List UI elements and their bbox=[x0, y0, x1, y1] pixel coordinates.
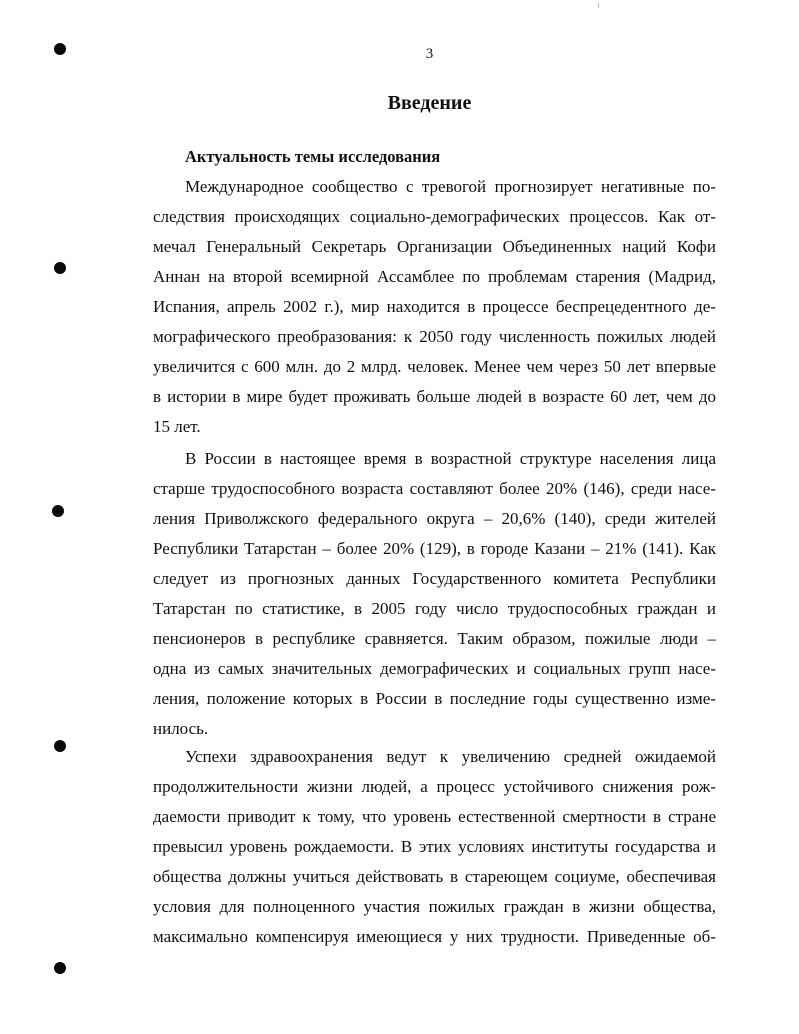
paragraph-line: Татарстан по статистике, в 2005 году число трудоспособных граждан и bbox=[153, 599, 716, 618]
paragraph-line: Республики Татарстан – более 20% (129), в городе Казани – 21% (141). Как bbox=[153, 539, 716, 558]
scan-mark bbox=[598, 3, 599, 8]
paragraph-line: 15 лет. bbox=[153, 417, 201, 436]
paragraph-line: одна из самых значительных демографических и социальных групп насе- bbox=[153, 659, 716, 678]
paragraph-line: пенсионеров в республике сравняется. Таким образом, пожилые люди – bbox=[153, 629, 716, 648]
paragraph-2 bbox=[153, 444, 716, 744]
punch-hole-4 bbox=[54, 740, 66, 752]
punch-hole-5 bbox=[54, 962, 66, 974]
paragraph-line: Испания, апрель 2002 г.), мир находится в процессе беспрецедентного де- bbox=[153, 297, 716, 316]
punch-hole-2 bbox=[54, 262, 66, 274]
paragraph-line: увеличится с 600 млн. до 2 млрд. человек. Менее чем через 50 лет впервые bbox=[153, 357, 716, 376]
paragraph-line: Международное сообщество с тревогой прогнозирует негативные по- bbox=[185, 177, 716, 196]
paragraph-line: нилось. bbox=[153, 719, 209, 738]
page-number: 3 bbox=[425, 46, 434, 62]
paragraph-3 bbox=[153, 742, 716, 952]
paragraph-line: ления, положение которых в России в последние годы существенно изме- bbox=[153, 689, 716, 708]
paragraph-line: ления Приволжского федерального округа – 20,6% (140), среди жителей bbox=[153, 509, 716, 528]
page-title: Введение bbox=[387, 92, 472, 114]
paragraph-line: мографического преобразования: к 2050 году численность пожилых людей bbox=[153, 327, 716, 346]
paragraph-line: даемости приводит к тому, что уровень естественной смертности в стране bbox=[153, 807, 716, 826]
paragraph-line: превысил уровень рождаемости. В этих условиях институты государства и bbox=[153, 837, 716, 856]
paragraph-line: общества должны учиться действовать в стареющем социуме, обеспечивая bbox=[153, 867, 716, 886]
paragraph-line: следствия происходящих социально-демографических процессов. Как от- bbox=[153, 207, 716, 226]
paragraph-line: условия для полноценного участия пожилых граждан в жизни общества, bbox=[153, 897, 716, 916]
paragraph-line: продолжительности жизни людей, а процесс устойчивого снижения рож- bbox=[153, 777, 716, 796]
paragraph-line: максимально компенсируя имеющиеся у них трудности. Приведенные об- bbox=[153, 927, 716, 946]
paragraph-line: следует из прогнозных данных Государственного комитета Республики bbox=[153, 569, 716, 588]
paragraph-line: Аннан на второй всемирной Ассамблее по проблемам старения (Мадрид, bbox=[153, 267, 716, 286]
paragraph-line: в истории в мире будет проживать больше людей в возрасте 60 лет, чем до bbox=[153, 387, 716, 406]
paragraph-line: мечал Генеральный Секретарь Организации Объединенных наций Кофи bbox=[153, 237, 716, 256]
paragraph-line: В России в настоящее время в возрастной структуре населения лица bbox=[185, 449, 716, 468]
punch-hole-3 bbox=[52, 505, 64, 517]
paragraph-line: Успехи здравоохранения ведут к увеличению средней ожидаемой bbox=[185, 747, 716, 766]
paragraph-1 bbox=[153, 172, 716, 442]
paragraph-line: старше трудоспособного возраста составляют более 20% (146), среди насе- bbox=[153, 479, 716, 498]
section-subheading: Актуальность темы исследования bbox=[185, 147, 441, 166]
